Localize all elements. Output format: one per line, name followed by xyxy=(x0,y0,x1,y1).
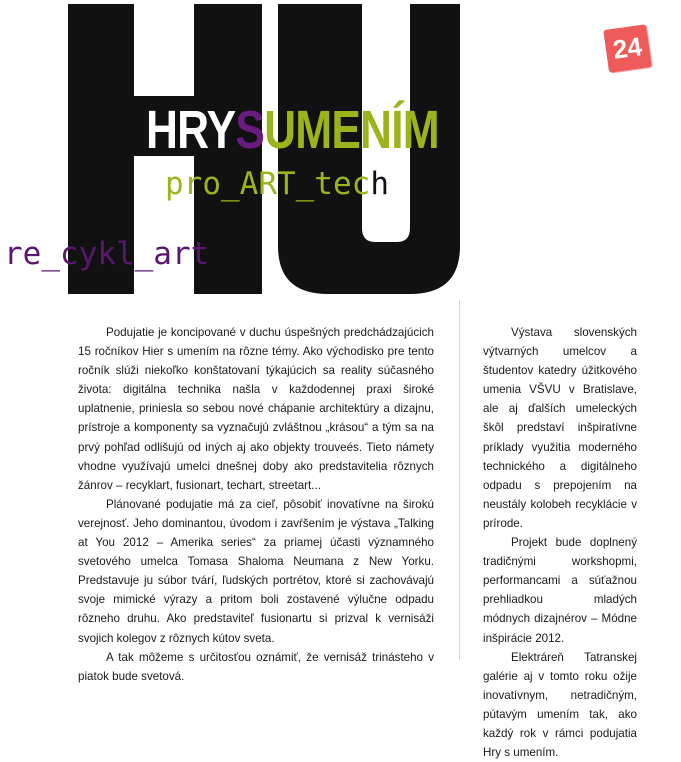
subtitle-main: pro_ART_tec xyxy=(165,166,371,202)
news-24-badge[interactable]: 24 xyxy=(603,24,652,73)
side-label: re_cykl_art xyxy=(4,236,210,272)
title-s: S xyxy=(235,100,265,160)
right-paragraph: Projekt bude doplnený tradičnými workshopmi, performancami a súťažnou prehliadkou mladých módnych dizajnérov – Módne inšpirácie 2012. xyxy=(483,536,637,645)
right-paragraph: Elektráreň Tatranskej galérie aj v tomto roku ožije inovatívnym, netradičným, pútavým umením tak, ako každý rok v rámci podujatia Hry s umením. xyxy=(483,650,637,760)
column-divider xyxy=(459,300,460,660)
left-column xyxy=(78,323,434,686)
title-umenim: UMENÍM xyxy=(264,100,439,160)
page-title xyxy=(146,102,439,158)
right-column xyxy=(483,323,637,762)
title-hry: HRY xyxy=(146,100,236,160)
left-paragraph: A tak môžeme s určitosťou oznámiť, že vernisáž trinásteho v piatok bude svetová. xyxy=(78,650,434,683)
right-paragraph: Výstava slovenských výtvarných umelcov a študentov katedry úžitkového umenia VŠVU v Bratislave, ale aj ďalších umeleckých škôl predstaví inšpiratívne príklady využitia moderného technického a digitálneho odpadu s prepojením na neustály kolobeh recyklácie v prírode. xyxy=(483,326,637,530)
left-paragraph: Plánované podujatie má za cieľ, pôsobiť inovatívne na širokú verejnosť. Jeho dominantou, úvodom i zavŕšením je výstava „Talking at You 2012 – Amerika series“ za priamej účasti významného svetového umelca Tomasa Shaloma Neumana z New Yorku. Predstavuje ju súbor tvárí, ľudských portrétov, ktoré si zachovávajú svoje mimické výrazy a pritom boli zostavené výlučne odpadu rôzneho druhu. Ako predstaviteľ fusionartu si prizval k vernisáži svojich kolegov z rôznych kútov sveta. xyxy=(78,497,434,645)
left-paragraph: Podujatie je koncipované v duchu úspešných predchádzajúcich 15 ročníkov Hier s umením na rôzne témy. Ako východisko pre tento ročník slúži niekoľko konštatovaní týkajúcich sa reality súčasného života: digitálna technika našla v každodennej praxi široké uplatnenie, priniesla so sebou nové chápanie architektúry a dizajnu, prístroje a komponenty sa vyznačujú zvláštnou „krásou“ a tým sa na prvý pohľad odlišujú od iných aj ako objekty trouveés. Tieto námety vhodne využívajú umelci dnešnej doby ako predstavitelia rôznych žánrov – recyklart, fusionart, techart, streetart... xyxy=(78,326,434,492)
subtitle xyxy=(165,166,389,202)
subtitle-last-letter: h xyxy=(370,166,389,202)
